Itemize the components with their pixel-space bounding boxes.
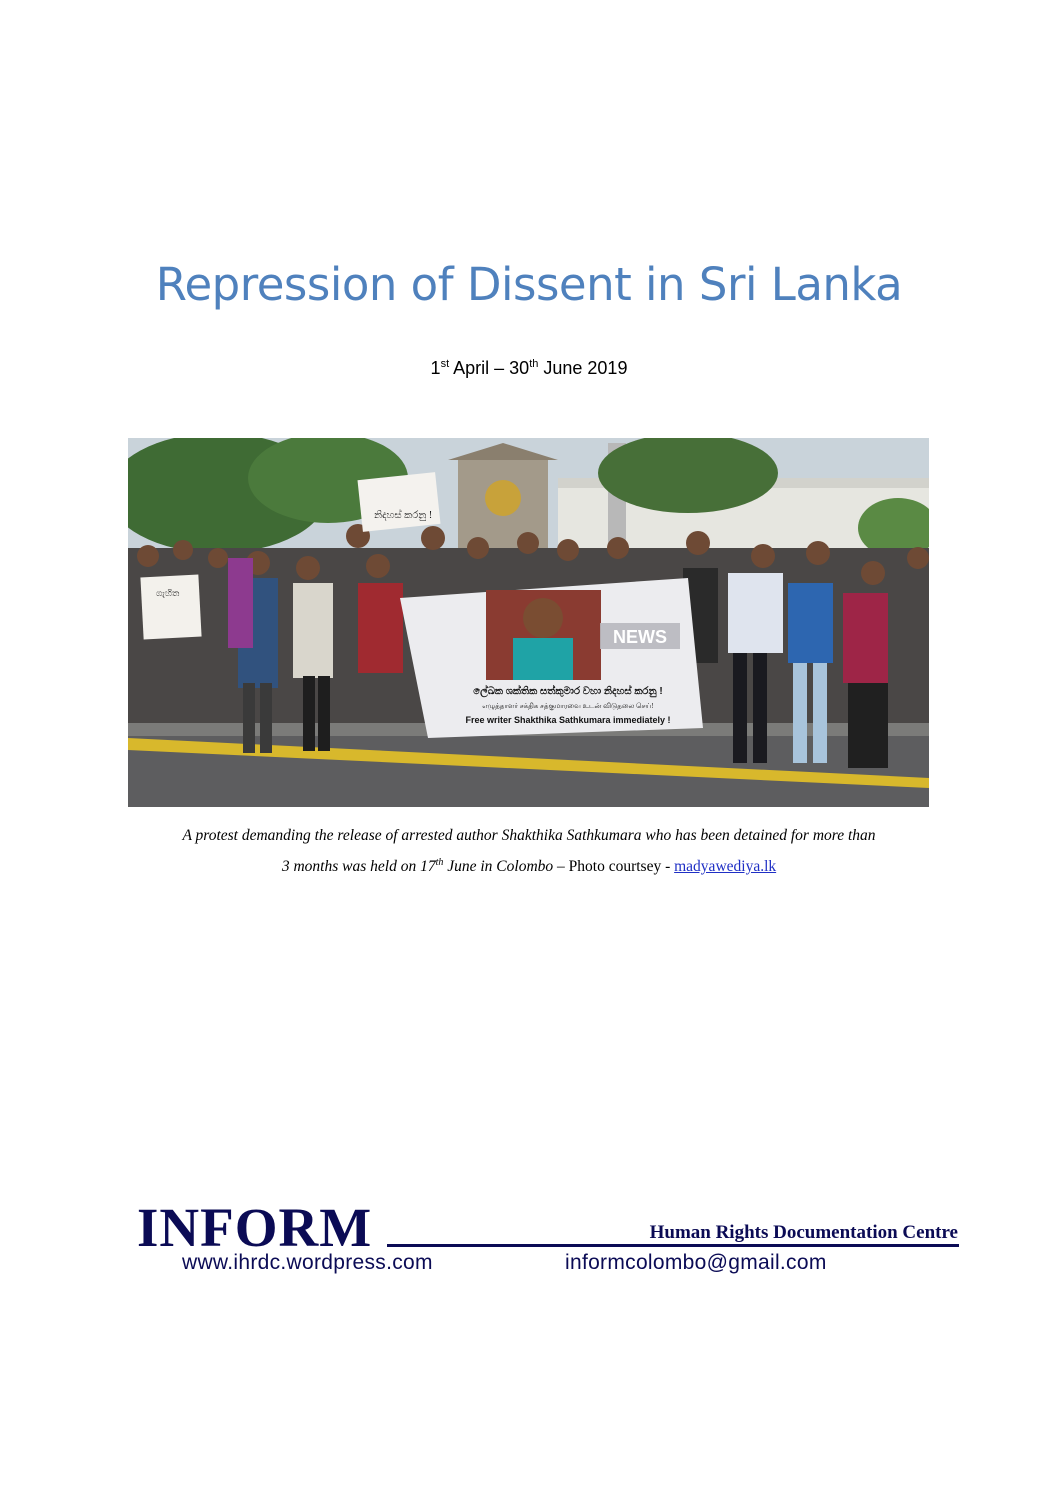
banner-english-text: Free writer Shakthika Sathkumara immediately !	[465, 715, 671, 725]
inform-org-name: INFORM	[137, 1197, 373, 1258]
date-end-suffix: th	[529, 358, 539, 370]
photo-caption	[110, 822, 948, 880]
logo-rule	[387, 1244, 959, 1247]
caption-line1: A protest demanding the release of arrested author Shakthika Sathkumara who has been detained for more than	[182, 827, 876, 844]
photo-credit-link[interactable]: madyawediya.lk	[674, 858, 777, 876]
center-name: Human Rights Documentation Centre	[649, 1222, 958, 1243]
date-start-month: April –	[449, 358, 510, 378]
news-logo-text: NEWS	[613, 627, 667, 647]
date-end-rest: June 2019	[538, 358, 628, 378]
sign-center-text: නිදහස් කරනු !	[374, 510, 433, 521]
date-range	[0, 358, 1058, 379]
sign-left-text: ගැහිත	[156, 588, 180, 598]
date-start-suffix: st	[440, 358, 450, 370]
protest-photo	[128, 438, 929, 807]
caption-line2-end: June in Colombo	[443, 858, 554, 876]
caption-line2-start: 3 months was held on 17	[281, 858, 436, 876]
date-start-day: 1	[430, 358, 441, 378]
caption-line2	[282, 858, 553, 875]
contact-email: informcolombo@gmail.com	[565, 1251, 827, 1274]
document-title: Repression of Dissent in Sri Lanka	[155, 258, 903, 311]
inform-logo	[137, 1197, 967, 1290]
date-end-day: 30	[509, 358, 530, 378]
website-url: www.ihrdc.wordpress.com	[182, 1251, 433, 1274]
caption-credit: – Photo courtsey -	[553, 858, 675, 876]
banner-tamil-text: எழுத்தாளர் சக்திக சத்குமாரவை உடன் விடுதலை செய்!	[482, 702, 654, 710]
caption-line2-suffix: th	[435, 857, 444, 868]
banner-sinhala-text: ලේඛක ශක්තික සත්කුමාර වහා නිදහස් කරනු !	[473, 686, 663, 697]
